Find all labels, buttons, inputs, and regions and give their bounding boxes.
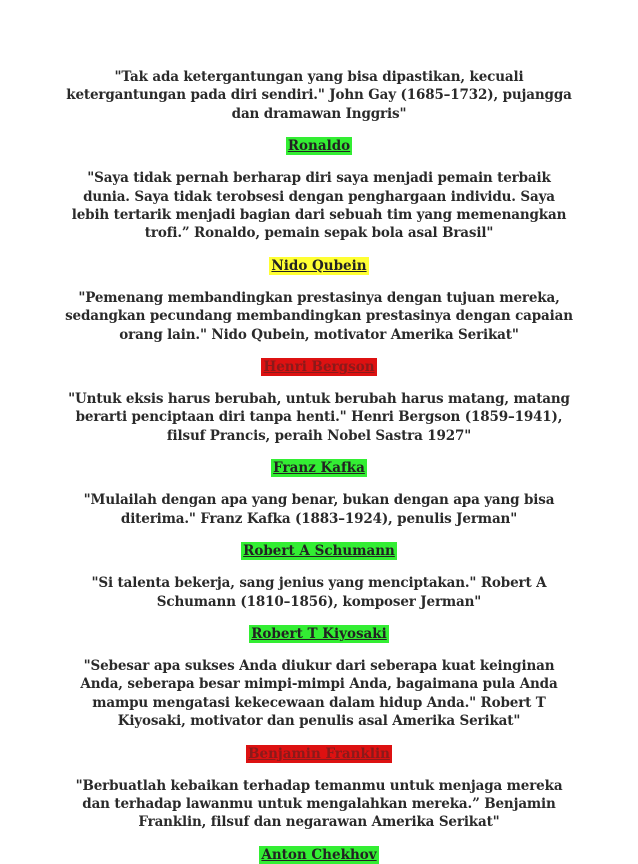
quote-john-gay: "Tak ada ketergantungan yang bisa dipastikan, kecuali ketergantungan pada diri sendiri." John Gay (1685–1732), pujangga dan dramawan Inggris" — [66, 69, 572, 122]
name-label[interactable]: Nido Qubein — [271, 257, 367, 274]
document-page — [64, 68, 574, 864]
name-heading-franz-kafka — [64, 459, 574, 477]
name-label[interactable]: Henri Bergson — [263, 359, 375, 376]
name-heading-benjamin-franklin — [64, 745, 574, 763]
quote-ronaldo: "Saya tidak pernah berharap diri saya menjadi pemain terbaik dunia. Saya tidak terobsesi dengan penghargaan individu. Saya lebih tertarik menjadi bagian dari sebuah tim yang memenangkan trofi.” Ronaldo, pemain sepak bola asal Brasil" — [71, 170, 567, 242]
name-label[interactable]: Ronaldo — [287, 138, 351, 155]
quote-franz-kafka: "Mulailah dengan apa yang benar, bukan dengan apa yang bisa diterima." Franz Kafka (1883–1924), penulis Jerman" — [83, 492, 555, 527]
quote-benjamin-franklin: "Berbuatlah kebaikan terhadap temanmu untuk menjaga mereka dan terhadap lawanmu untuk mengalahkan mereka.” Benjamin Franklin, filsuf dan negarawan Amerika Serikat" — [75, 777, 563, 831]
name-label[interactable]: Robert A Schumann — [243, 543, 395, 560]
name-heading-henri-bergson — [64, 358, 574, 376]
name-heading-robert-a-schumann — [64, 542, 574, 560]
name-heading-nido-qubein — [64, 257, 574, 275]
name-label[interactable]: Anton Chekhov — [261, 846, 377, 863]
name-heading-anton-chekhov — [64, 846, 574, 864]
name-label[interactable]: Robert T Kiyosaki — [251, 625, 387, 642]
name-heading-ronaldo — [64, 137, 574, 155]
quote-nido-qubein: "Pemenang membandingkan prestasinya dengan tujuan mereka, sedangkan pecundang membandingkan prestasinya dengan capaian orang lain." Nido Qubein, motivator Amerika Serikat" — [65, 289, 573, 343]
quote-robert-t-kiyosaki: "Sebesar apa sukses Anda diukur dari seberapa kuat keinginan Anda, seberapa besar mimpi-mimpi Anda, bagaimana pula Anda mampu mengatasi kekecewaan dalam hidup Anda." Robert T Kiyosaki, motivator dan penulis asal Amerika Serikat" — [80, 657, 558, 730]
name-label[interactable]: Franz Kafka — [273, 460, 365, 477]
quote-henri-bergson: "Untuk eksis harus berubah, untuk berubah harus matang, matang berarti penciptaan diri tanpa henti." Henri Bergson (1859–1941), filsuf Prancis, peraih Nobel Sastra 1927" — [68, 391, 570, 444]
name-heading-robert-t-kiyosaki — [64, 625, 574, 643]
quote-robert-a-schumann: "Si talenta bekerja, sang jenius yang menciptakan." Robert A Schumann (1810–1856), komposer Jerman" — [91, 575, 547, 610]
name-label[interactable]: Benjamin Franklin — [248, 745, 390, 762]
